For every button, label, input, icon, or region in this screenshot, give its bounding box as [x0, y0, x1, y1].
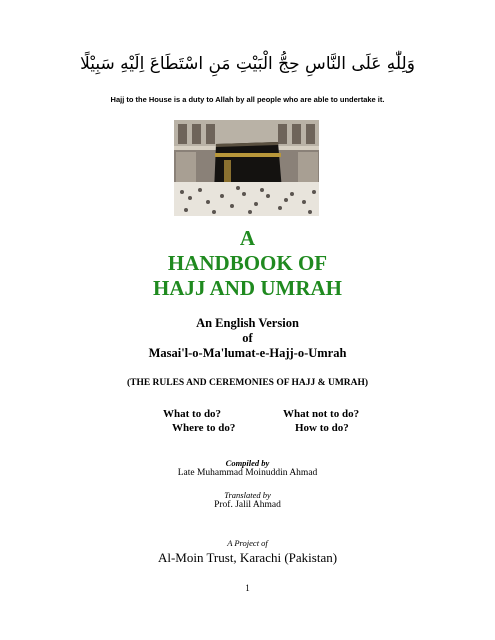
compiler-name: Late Muhammad Moinuddin Ahmad — [177, 468, 318, 478]
translator-name: Prof. Jalil Ahmad — [214, 500, 281, 510]
compiled-by-block — [0, 458, 495, 478]
project-label: A Project of — [227, 538, 268, 548]
subtitle-line-1: An English Version — [196, 316, 299, 330]
translated-by-label: Translated by — [224, 490, 271, 500]
subtitle-line-2: of — [242, 331, 253, 345]
question-what-to-do: What to do? — [163, 408, 222, 420]
title-line-1: A — [239, 226, 256, 250]
page-number: 1 — [245, 583, 250, 593]
translated-by-block — [0, 490, 495, 510]
title-line-2: HANDBOOK OF — [167, 251, 328, 275]
title-line-3: HAJJ AND UMRAH — [153, 276, 342, 300]
subtitle — [0, 316, 495, 361]
kaaba-photo — [174, 120, 319, 216]
arabic-verse: وَلِلّٰهِ عَلَى النَّاسِ حِجُّ الْبَيْتِ مَنِ اسْتَطَاعَ اِلَيْهِ سَبِيْلًا — [80, 54, 415, 74]
question-where-to-do: Where to do? — [172, 422, 236, 434]
verse-translation: Hajj to the House is a duty to Allah by all people who are able to undertake it. — [110, 95, 385, 104]
publisher-name: Al-Moin Trust, Karachi (Pakistan) — [157, 550, 338, 565]
kaaba-illustration — [174, 120, 319, 216]
subtitle-line-3: Masai'l-o-Ma'lumat-e-Hajj-o-Umrah — [148, 346, 347, 360]
compiled-by-label: Compiled by — [225, 458, 270, 468]
book-title — [0, 226, 495, 301]
question-what-not-to-do: What not to do? — [283, 408, 360, 420]
question-how-to-do: How to do? — [295, 422, 349, 434]
project-block — [0, 538, 495, 548]
rules-heading: (THE RULES AND CEREMONIES OF HAJJ & UMRAH) — [126, 378, 369, 388]
